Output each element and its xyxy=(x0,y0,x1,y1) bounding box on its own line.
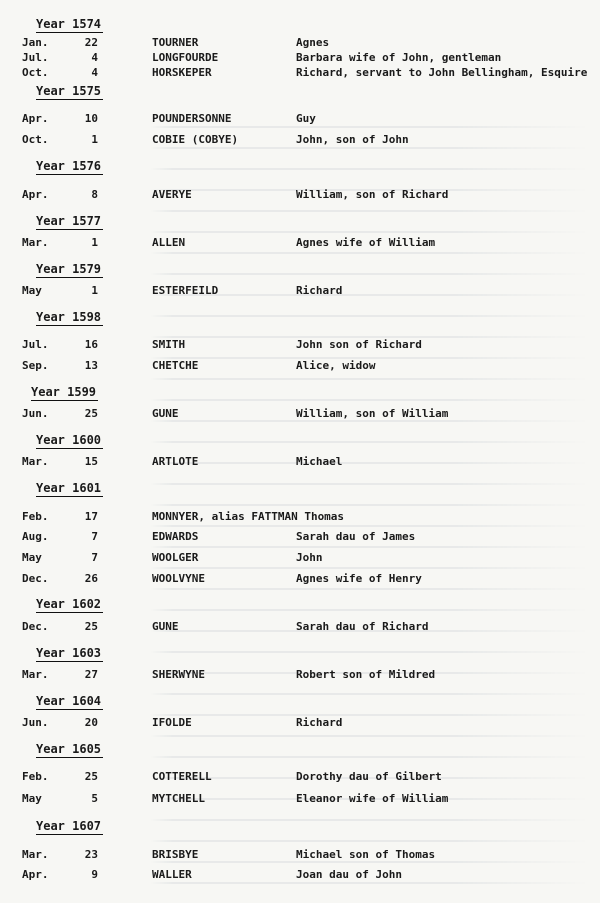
entry-month: May xyxy=(22,792,42,805)
entry-surname: BRISBYE xyxy=(152,848,199,861)
burial-entry xyxy=(0,51,600,67)
entry-month: Jul. xyxy=(22,51,49,64)
entry-surname: EDWARDS xyxy=(152,530,199,543)
entry-surname: GUNE xyxy=(152,407,179,420)
entry-given: Eleanor wife of William xyxy=(296,792,449,805)
entry-day: 20 xyxy=(84,716,98,729)
entry-month: Oct. xyxy=(22,66,49,79)
entry-surname: MYTCHELL xyxy=(152,792,205,805)
entry-month: Mar. xyxy=(22,236,49,249)
entry-given: Richard xyxy=(296,284,343,297)
entry-month: Jun. xyxy=(22,716,49,729)
entry-day: 4 xyxy=(91,51,98,64)
entry-surname: TOURNER xyxy=(152,36,199,49)
entry-given: Michael xyxy=(296,455,343,468)
burial-entry xyxy=(0,868,600,884)
year-heading: Year 1579 xyxy=(36,262,102,276)
burial-entry xyxy=(0,112,600,128)
entry-day: 23 xyxy=(84,848,98,861)
burial-entry xyxy=(0,530,600,546)
entry-month: Jan. xyxy=(22,36,49,49)
burial-entry xyxy=(0,551,600,567)
entry-month: Aug. xyxy=(22,530,49,543)
entry-day: 22 xyxy=(84,36,98,49)
entry-month: Sep. xyxy=(22,359,49,372)
entry-given: Dorothy dau of Gilbert xyxy=(296,770,442,783)
burial-entry xyxy=(0,66,600,82)
entry-surname: ARTLOTE xyxy=(152,455,199,468)
entry-month: Mar. xyxy=(22,668,49,681)
entry-given: John son of Richard xyxy=(296,338,422,351)
entry-day: 7 xyxy=(91,551,98,564)
entry-month: Feb. xyxy=(22,510,49,523)
year-heading: Year 1575 xyxy=(36,84,102,98)
year-heading: Year 1607 xyxy=(36,819,102,833)
entry-surname: COTTERELL xyxy=(152,770,212,783)
burial-entry xyxy=(0,770,600,786)
entry-given: Agnes wife of Henry xyxy=(296,572,422,585)
entry-given: Agnes wife of William xyxy=(296,236,436,249)
burial-entry xyxy=(0,407,600,423)
entry-month: Feb. xyxy=(22,770,49,783)
entry-given: William, son of Richard xyxy=(296,188,449,201)
entry-surname: ESTERFEILD xyxy=(152,284,219,297)
entry-month: Apr. xyxy=(22,188,49,201)
year-heading: Year 1601 xyxy=(36,481,102,495)
entry-surname: CHETCHE xyxy=(152,359,199,372)
entry-day: 9 xyxy=(91,868,98,881)
year-heading: Year 1603 xyxy=(36,646,102,660)
entry-surname: POUNDERSONNE xyxy=(152,112,232,125)
entry-month: Dec. xyxy=(22,572,49,585)
entry-surname: WALLER xyxy=(152,868,192,881)
burial-entry xyxy=(0,188,600,204)
entry-day: 25 xyxy=(84,407,98,420)
entry-day: 10 xyxy=(84,112,98,125)
entry-month: Apr. xyxy=(22,868,49,881)
entry-given: Joan dau of John xyxy=(296,868,402,881)
entry-surname: LONGFOURDE xyxy=(152,51,219,64)
entry-month: Oct. xyxy=(22,133,49,146)
burial-entry xyxy=(0,620,600,636)
entry-day: 25 xyxy=(84,620,98,633)
year-heading: Year 1605 xyxy=(36,742,102,756)
entry-month: Jul. xyxy=(22,338,49,351)
entry-day: 8 xyxy=(91,188,98,201)
entry-day: 26 xyxy=(84,572,98,585)
entry-given: John, son of John xyxy=(296,133,409,146)
entry-day: 15 xyxy=(84,455,98,468)
year-heading: Year 1598 xyxy=(36,310,102,324)
year-heading: Year 1574 xyxy=(36,17,102,31)
burial-entry xyxy=(0,133,600,149)
burial-entry xyxy=(0,668,600,684)
burial-entry xyxy=(0,284,600,300)
entry-surname: AVERYE xyxy=(152,188,192,201)
entry-month: Jun. xyxy=(22,407,49,420)
entry-surname: GUNE xyxy=(152,620,179,633)
entry-given: Guy xyxy=(296,112,316,125)
entry-day: 1 xyxy=(91,284,98,297)
entry-day: 5 xyxy=(91,792,98,805)
entry-surname: COBIE (COBYE) xyxy=(152,133,239,146)
entry-surname: WOOLVYNE xyxy=(152,572,205,585)
entry-day: 13 xyxy=(84,359,98,372)
entry-day: 1 xyxy=(91,236,98,249)
entry-given: Barbara wife of John, gentleman xyxy=(296,51,502,64)
entry-given: Alice, widow xyxy=(296,359,376,372)
entry-given: John xyxy=(296,551,323,564)
entry-given: Sarah dau of James xyxy=(296,530,416,543)
burial-entry xyxy=(0,792,600,808)
burial-entry xyxy=(0,848,600,864)
entry-given: Michael son of Thomas xyxy=(296,848,436,861)
burial-entry xyxy=(0,455,600,471)
entry-surname: IFOLDE xyxy=(152,716,192,729)
entry-month: Mar. xyxy=(22,848,49,861)
entry-surname: MONNYER, alias FATTMAN Thomas xyxy=(152,510,345,523)
burial-entry xyxy=(0,510,600,526)
entry-day: 4 xyxy=(91,66,98,79)
entry-surname: WOOLGER xyxy=(152,551,199,564)
entry-month: May xyxy=(22,551,42,564)
entry-month: Dec. xyxy=(22,620,49,633)
burial-entry xyxy=(0,36,600,52)
entry-day: 25 xyxy=(84,770,98,783)
entry-month: May xyxy=(22,284,42,297)
year-heading: Year 1600 xyxy=(36,433,102,447)
entry-day: 27 xyxy=(84,668,98,681)
entry-surname: SHERWYNE xyxy=(152,668,205,681)
entry-given: Richard, servant to John Bellingham, Esquire xyxy=(296,66,588,79)
burial-entry xyxy=(0,236,600,252)
entry-given: Agnes xyxy=(296,36,330,49)
burial-entry xyxy=(0,359,600,375)
entry-given: Sarah dau of Richard xyxy=(296,620,429,633)
entry-surname: ALLEN xyxy=(152,236,186,249)
year-heading: Year 1602 xyxy=(36,597,102,611)
entry-surname: SMITH xyxy=(152,338,186,351)
entry-given: William, son of William xyxy=(296,407,449,420)
entry-given: Richard xyxy=(296,716,343,729)
year-heading: Year 1577 xyxy=(36,214,102,228)
entry-day: 17 xyxy=(84,510,98,523)
burial-entry xyxy=(0,716,600,732)
entry-day: 1 xyxy=(91,133,98,146)
entry-day: 7 xyxy=(91,530,98,543)
entry-surname: HORSKEPER xyxy=(152,66,212,79)
entry-given: Robert son of Mildred xyxy=(296,668,436,681)
entry-month: Apr. xyxy=(22,112,49,125)
burial-entry xyxy=(0,572,600,588)
entry-month: Mar. xyxy=(22,455,49,468)
burial-entry xyxy=(0,338,600,354)
year-heading: Year 1599 xyxy=(31,385,97,399)
year-heading: Year 1604 xyxy=(36,694,102,708)
entry-day: 16 xyxy=(84,338,98,351)
year-heading: Year 1576 xyxy=(36,159,102,173)
